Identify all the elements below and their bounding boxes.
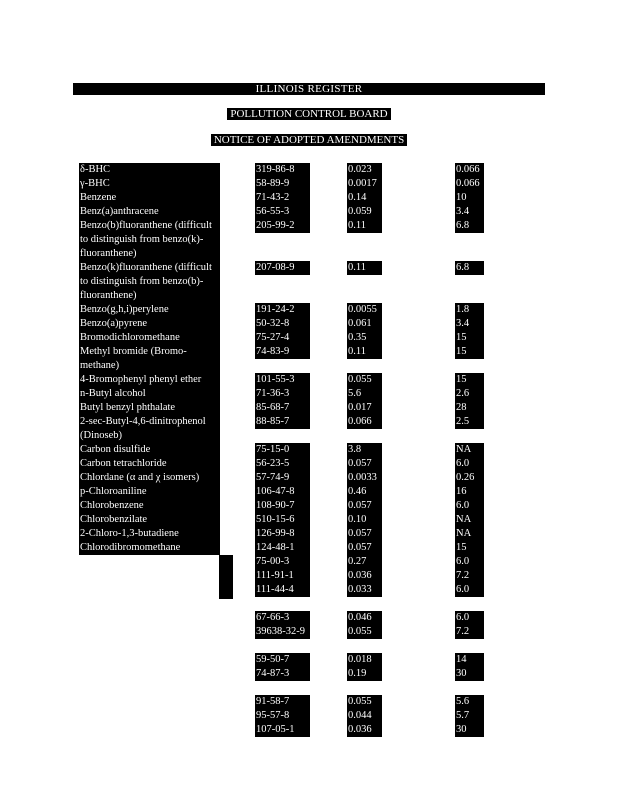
wastewater-standard: 0.061 xyxy=(347,317,382,331)
wastewater-standard: 0.046 xyxy=(347,611,382,625)
cas-number: 71-43-2 xyxy=(255,191,310,205)
cas-number: 91-58-7 xyxy=(255,695,310,709)
cas-number: 88-85-7 xyxy=(255,415,310,429)
wastewater-standard: 0.055 xyxy=(347,695,382,709)
cas-number: 205-99-2 xyxy=(255,219,310,233)
nonwastewater-standard: 3.4 xyxy=(455,205,484,219)
cas-number: 85-68-7 xyxy=(255,401,310,415)
constituent-name: δ-BHC xyxy=(79,163,220,177)
wastewater-standard: 0.057 xyxy=(347,457,382,471)
cas-number: 59-50-7 xyxy=(255,653,310,667)
wastewater-standard: 0.036 xyxy=(347,569,382,583)
wastewater-standard: 0.0033 xyxy=(347,471,382,485)
notice-title-line xyxy=(0,133,618,147)
cas-number: 39638-32-9 xyxy=(255,625,310,639)
constituent-name: Benzo(g,h,i)perylene xyxy=(79,303,220,317)
nonwastewater-standard: NA xyxy=(455,513,484,527)
cas-number: 124-48-1 xyxy=(255,541,310,555)
wastewater-standard: 0.055 xyxy=(347,373,382,387)
wastewater-standard: 0.017 xyxy=(347,401,382,415)
constituent-name-line: to distinguish from benzo(b)- xyxy=(80,276,204,287)
nonwastewater-standard: 6.8 xyxy=(455,219,484,233)
wastewater-standard: 0.057 xyxy=(347,499,382,513)
nonwastewater-standard: 2.5 xyxy=(455,415,484,429)
wastewater-standard: 0.19 xyxy=(347,667,382,681)
cas-number: 74-87-3 xyxy=(255,667,310,681)
constituent-name: Butyl benzyl phthalate xyxy=(79,401,220,415)
cas-number: 111-91-1 xyxy=(255,569,310,583)
nonwastewater-standard: 6.8 xyxy=(455,261,484,275)
nonwastewater-standard: 5.6 xyxy=(455,695,484,709)
constituent-name: Benz(a)anthracene xyxy=(79,205,220,219)
constituent-name xyxy=(79,219,220,261)
wastewater-standard: 0.0055 xyxy=(347,303,382,317)
wastewater-standard: 0.066 xyxy=(347,415,382,429)
nonwastewater-standard: 6.0 xyxy=(455,583,484,597)
nonwastewater-standard: 6.0 xyxy=(455,611,484,625)
cas-number: 111-44-4 xyxy=(255,583,310,597)
constituent-name: Chlorodibromomethane xyxy=(79,541,220,555)
constituent-name-line: Benzo(b)fluoranthene (difficult xyxy=(80,220,212,231)
wastewater-standard: 0.055 xyxy=(347,625,382,639)
nonwastewater-standard: 15 xyxy=(455,345,484,359)
cas-number: 106-47-8 xyxy=(255,485,310,499)
nonwastewater-standard: 15 xyxy=(455,331,484,345)
board-title-line xyxy=(0,107,618,121)
constituent-name-line: fluoranthene) xyxy=(80,290,137,301)
cas-number: 56-23-5 xyxy=(255,457,310,471)
register-header-bar xyxy=(73,83,545,95)
nonwastewater-standard: 28 xyxy=(455,401,484,415)
cas-number: 101-55-3 xyxy=(255,373,310,387)
constituent-name: γ-BHC xyxy=(79,177,220,191)
constituent-name: Chlordane (α and χ isomers) xyxy=(79,471,220,485)
constituent-name: Carbon disulfide xyxy=(79,443,220,457)
constituent-name-line: (Dinoseb) xyxy=(80,430,122,441)
constituent-name: p-Chloroaniline xyxy=(79,485,220,499)
scan-artifact xyxy=(76,600,196,604)
wastewater-standard: 0.018 xyxy=(347,653,382,667)
wastewater-standard: 3.8 xyxy=(347,443,382,457)
wastewater-standard: 0.27 xyxy=(347,555,382,569)
cas-number: 95-57-8 xyxy=(255,709,310,723)
nonwastewater-standard: 0.26 xyxy=(455,471,484,485)
nonwastewater-standard: 6.0 xyxy=(455,499,484,513)
nonwastewater-standard: 2.6 xyxy=(455,387,484,401)
wastewater-standard: 5.6 xyxy=(347,387,382,401)
cas-number: 510-15-6 xyxy=(255,513,310,527)
cas-number: 57-74-9 xyxy=(255,471,310,485)
constituent-name-line: Benzo(k)fluoranthene (difficult xyxy=(80,262,212,273)
nonwastewater-standard: 0.066 xyxy=(455,177,484,191)
nonwastewater-standard: 16 xyxy=(455,485,484,499)
cas-number: 75-27-4 xyxy=(255,331,310,345)
constituent-name-line: Methyl bromide (Bromo- xyxy=(80,346,187,357)
redaction-block xyxy=(219,555,233,599)
constituent-name: Benzene xyxy=(79,191,220,205)
cas-number: 319-86-8 xyxy=(255,163,310,177)
constituent-name: 4-Bromophenyl phenyl ether xyxy=(79,373,220,387)
wastewater-standard: 0.023 xyxy=(347,163,382,177)
constituent-name xyxy=(79,345,220,373)
wastewater-standard: 0.033 xyxy=(347,583,382,597)
constituent-name: Bromodichloromethane xyxy=(79,331,220,345)
nonwastewater-standard: 0.066 xyxy=(455,163,484,177)
constituent-name-line: to distinguish from benzo(k)- xyxy=(80,234,204,245)
nonwastewater-standard: 15 xyxy=(455,373,484,387)
constituent-name: Carbon tetrachloride xyxy=(79,457,220,471)
nonwastewater-standard: 5.7 xyxy=(455,709,484,723)
nonwastewater-standard: 6.0 xyxy=(455,555,484,569)
wastewater-standard: 0.0017 xyxy=(347,177,382,191)
cas-number: 75-15-0 xyxy=(255,443,310,457)
wastewater-standard: 0.35 xyxy=(347,331,382,345)
wastewater-standard: 0.11 xyxy=(347,345,382,359)
cas-number: 67-66-3 xyxy=(255,611,310,625)
notice-title: NOTICE OF ADOPTED AMENDMENTS xyxy=(211,134,407,146)
constituent-name-line: fluoranthene) xyxy=(80,248,137,259)
nonwastewater-standard: 14 xyxy=(455,653,484,667)
wastewater-standard: 0.036 xyxy=(347,723,382,737)
wastewater-standard: 0.46 xyxy=(347,485,382,499)
cas-number: 107-05-1 xyxy=(255,723,310,737)
wastewater-standard: 0.11 xyxy=(347,261,382,275)
wastewater-standard: 0.059 xyxy=(347,205,382,219)
wastewater-standard: 0.11 xyxy=(347,219,382,233)
nonwastewater-standard: 1.8 xyxy=(455,303,484,317)
cas-number: 50-32-8 xyxy=(255,317,310,331)
wastewater-standard: 0.044 xyxy=(347,709,382,723)
wastewater-standard: 0.057 xyxy=(347,527,382,541)
cas-number: 75-00-3 xyxy=(255,555,310,569)
cas-number: 58-89-9 xyxy=(255,177,310,191)
cas-number: 108-90-7 xyxy=(255,499,310,513)
wastewater-standard: 0.10 xyxy=(347,513,382,527)
nonwastewater-standard: 7.2 xyxy=(455,625,484,639)
cas-number: 56-55-3 xyxy=(255,205,310,219)
nonwastewater-standard: 7.2 xyxy=(455,569,484,583)
nonwastewater-standard: 15 xyxy=(455,541,484,555)
register-title: ILLINOIS REGISTER xyxy=(255,83,363,95)
constituent-name: Chlorobenzilate xyxy=(79,513,220,527)
constituent-name: n-Butyl alcohol xyxy=(79,387,220,401)
constituent-name: 2-Chloro-1,3-butadiene xyxy=(79,527,220,541)
cas-number: 71-36-3 xyxy=(255,387,310,401)
constituent-name: Chlorobenzene xyxy=(79,499,220,513)
nonwastewater-standard: 30 xyxy=(455,723,484,737)
cas-number: 207-08-9 xyxy=(255,261,310,275)
nonwastewater-standard: 30 xyxy=(455,667,484,681)
constituent-name xyxy=(79,415,220,443)
constituent-name-line: methane) xyxy=(80,360,120,371)
wastewater-standard: 0.14 xyxy=(347,191,382,205)
nonwastewater-standard: 10 xyxy=(455,191,484,205)
board-title: POLLUTION CONTROL BOARD xyxy=(227,108,390,120)
nonwastewater-standard: NA xyxy=(455,527,484,541)
constituent-name-line: 2-sec-Butyl-4,6-dinitrophenol xyxy=(80,416,206,427)
wastewater-standard: 0.057 xyxy=(347,541,382,555)
cas-number: 74-83-9 xyxy=(255,345,310,359)
nonwastewater-standard: 3.4 xyxy=(455,317,484,331)
nonwastewater-standard: 6.0 xyxy=(455,457,484,471)
constituent-name: Benzo(a)pyrene xyxy=(79,317,220,331)
cas-number: 191-24-2 xyxy=(255,303,310,317)
constituent-name xyxy=(79,261,220,303)
nonwastewater-standard: NA xyxy=(455,443,484,457)
cas-number: 126-99-8 xyxy=(255,527,310,541)
